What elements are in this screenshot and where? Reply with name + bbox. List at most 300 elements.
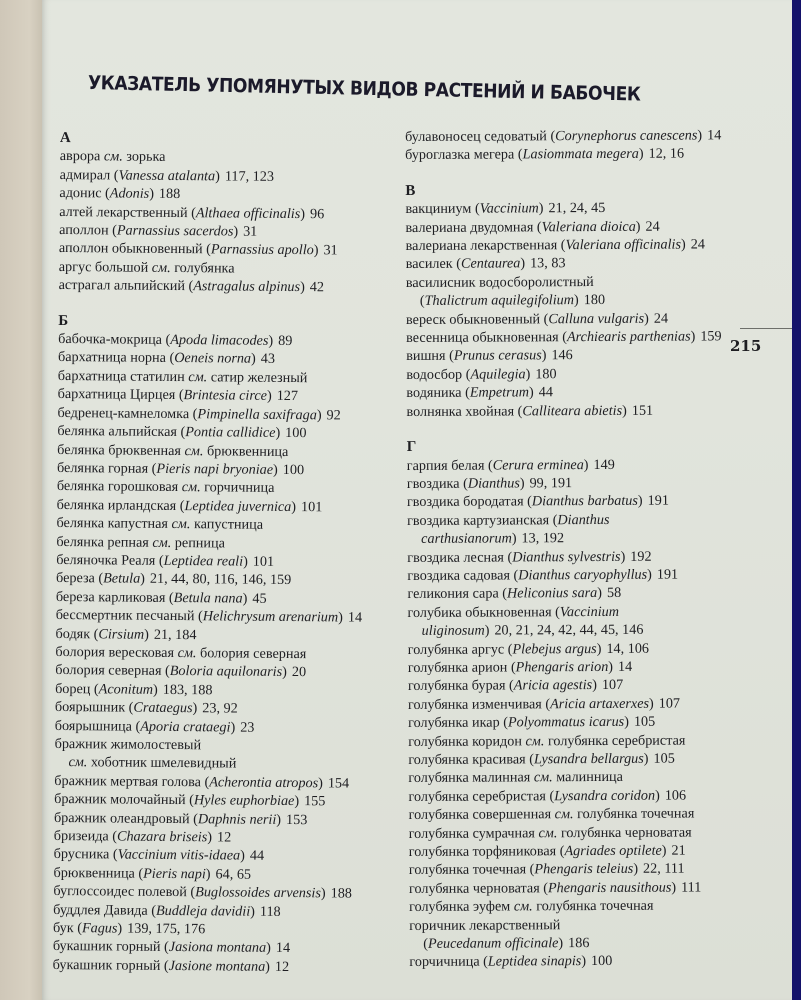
entry-term: голубянка аргус [407,641,505,658]
entry-term: белянка репная [56,533,149,551]
entry-term: бражник молочайный [54,791,186,809]
index-entry: валериана двудомная (Valeriana dioica) 24 [405,218,660,236]
entry-term: голубика обыкновенная [407,603,552,621]
index-column-right [405,126,726,972]
latin-name: Lysandra bellargus [533,750,644,768]
index-entry: бархатница норна (Oeneis norna) 43 [57,349,276,368]
entry-term: белянка брюквенная [57,441,182,459]
entry-term: астрагал альпийский [58,277,186,295]
page-refs: 14 [707,127,722,144]
index-entry: бедренец-камнеломка (Pimpinella saxifraga) 92 [57,404,341,424]
latin-name: Calliteara abietis [522,402,623,420]
entry-term: бархатница норна [57,349,167,367]
index-entry: голубянка серебристая (Lysandra coridon) 106 [408,787,687,805]
see-also-reference: болория северная [196,645,307,663]
index-entry: береза (Betula) 21, 44, 80, 116, 146, 159 [56,570,292,589]
page-refs: 20 [291,664,307,681]
entry-term: белянка горная [56,459,149,477]
page-refs: 21 [671,842,686,859]
latin-name: Prunus cerasus [453,347,542,365]
index-entry: геликония сара (Heliconius sara) 58 [407,585,622,603]
index-entry: гвоздика (Dianthus) 99, 191 [406,475,573,492]
see-also-reference: горчичница [200,479,275,497]
latin-name: Pieris napi bryoniae [156,460,274,478]
entry-term: голубянка малинная [408,769,531,787]
page-refs: 89 [278,332,293,350]
latin-name: Jasione montana [168,957,266,975]
page-refs: 64, 65 [215,866,252,883]
entry-term: белянка альпийская [57,423,178,441]
entry-term: букашник горный [52,938,161,956]
see-also-marker: см. [148,534,172,551]
index-entry: береза карликовая (Betula nana) 45 [55,588,267,607]
entry-term: горичник лекарственный [409,916,561,934]
entry-term: гвоздика картузианская [407,511,550,529]
entry-term: бражник олеандровый [53,809,190,827]
index-entry [54,735,361,774]
latin-name: Hyles euphorbiae [193,792,295,810]
index-entry: гвоздика бородатая (Dianthus barbatus) 191 [406,492,669,511]
page-refs: 31 [323,242,338,259]
entry-term: буглоссоидес полевой [53,883,187,901]
latin-name: Acherontia atropos [209,774,319,792]
latin-name: Betula nana [173,589,243,607]
index-entry: бархатница Цирцея (Brintesia circe) 127 [57,386,299,405]
see-also-marker: см. [534,824,558,841]
entry-term: беляночка Реаля [56,551,156,569]
entry-continuation [54,753,360,774]
entry-term: боярышница [54,717,133,735]
latin-name: Plebejus argus [512,640,597,658]
page-refs: 14, 106 [606,640,650,657]
section-gap [407,419,723,438]
latin-name: Dianthus caryophyllus [518,566,648,584]
latin-name: Dianthus [557,511,610,528]
entry-term: вереск обыкновенный [405,310,541,328]
page-refs: 186 [568,935,590,952]
entry-continuation: uliginosum) 20, 21, 24, 42, 44, 45, 146 [421,621,644,640]
latin-name: Oeneis norna [174,350,252,368]
entry-term: гвоздика [406,475,460,492]
page-refs: 96 [309,205,325,222]
page-refs: 192 [630,548,652,565]
page-refs: 151 [631,402,654,419]
index-entry [56,514,362,535]
page-refs: 159 [700,328,722,345]
see-also-reference: голубянка точечная [573,805,695,823]
page-refs: 118 [259,903,281,920]
index-entry: буглоссоидес полевой (Buglossoides arvensis) 188 [53,883,352,902]
page-number-rule [740,328,792,329]
page-refs: 180 [583,292,606,309]
page-refs: 149 [593,456,615,473]
latin-name: Centaurea [460,255,521,273]
entry-term: гвоздика бородатая [406,493,524,511]
latin-name: Lasiommata megera [522,146,639,163]
latin-name: Valeriana dioica [541,218,636,235]
entry-term: голубянка черноватая [408,880,540,897]
section-letter: Г [406,439,417,456]
entry-term: бабочка-мокрица [58,331,163,348]
page-refs: 107 [601,677,624,694]
index-entry [409,823,725,843]
entry-term: боярышник [54,699,126,716]
index-entry [408,731,724,751]
entry-term: голубянка изменчивая [407,696,542,713]
entry-term: бархатница Цирцея [57,386,176,404]
latin-name: Archiearis parthenias [566,328,691,346]
entry-term: бризеида [53,828,109,845]
latin-name: Empetrum [469,384,530,401]
index-entry: беляночка Реаля (Leptidea reali) 101 [56,551,275,570]
entry-term: голубянка бурая [407,677,506,695]
page-refs: 154 [327,775,350,792]
entry-term: аврора [59,148,101,165]
index-entry: бодяк (Cirsium) 21, 184 [55,625,197,643]
entry-term: гвоздика садовая [407,567,511,584]
index-entry: астрагал альпийский (Astragalus alpinus) 42 [58,277,325,296]
index-entry: бражник молочайный (Hyles euphorbiae) 155 [54,791,326,810]
latin-name: Buglossoides arvensis [195,884,321,902]
latin-name: Aricia agestis [513,677,593,694]
see-also-reference: голубянка серебристая [544,732,686,749]
index-entry: бражник олеандровый (Daphnis nerii) 153 [53,809,308,828]
see-also-reference: голубянка [170,259,235,277]
entry-term: валериана двудомная [405,218,534,236]
latin-name: Pontia callidice [185,424,276,441]
latin-name: Phengaris nausithous [547,879,672,897]
latin-name: Calluna vulgaris [548,310,645,327]
latin-name: Vaccinium [479,200,539,217]
section-letter: Б [58,312,69,329]
page-refs: 107 [658,695,681,712]
index-entry: вакциниум (Vaccinium) 21, 24, 45 [405,200,606,218]
latin-name: Leptidea reali [163,552,244,570]
index-entry: брюквенница (Pieris napi) 64, 65 [53,864,252,883]
page-refs: 127 [276,388,299,405]
entry-term: водяника [406,384,462,402]
page-refs: 155 [304,793,326,810]
index-entry [409,805,725,825]
index-entry: голубянка точечная (Phengaris teleius) 22, 111 [408,860,685,879]
index-entry: голубянка аргус (Plebejus argus) 14, 106 [407,640,650,658]
see-also-marker: см. [68,754,88,771]
entry-term: голубянка серебристая [408,788,546,805]
latin-name: Buddleja davidii [155,902,251,920]
latin-name: Astragalus alpinus [193,278,301,296]
index-entry: голубянка арион (Phengaris arion) 14 [407,658,633,676]
entry-continuation: carthusianorum) 13, 192 [421,530,565,548]
page-refs: 21, 184 [153,626,197,643]
latin-name: Betula [103,570,141,588]
entry-term: горчичница [409,954,480,971]
page-refs: 45 [252,590,267,607]
index-entry: борец (Aconitum) 183, 188 [55,680,213,699]
index-entry: голубянка изменчивая (Aricia artaxerxes) 107 [407,695,681,713]
see-also-reference: репница [171,534,225,551]
index-entry: голубянка торфяниковая (Agriades optilete) 21 [408,842,686,861]
entry-term: весенница обыкновенная [406,329,559,347]
latin-name: Agriades optilete [564,842,662,860]
book-spine-edge [0,0,42,1000]
see-also-marker: см. [178,479,201,496]
see-also-marker: см. [184,368,208,386]
entry-term: бедренец-камнеломка [57,404,190,422]
index-entry: бражник мертвая голова (Acherontia atropos) 154 [54,772,350,792]
page-refs: 23, 92 [202,700,238,717]
entry-term: брюквенница [53,864,135,882]
index-entry: бессмертник песчаный (Helichrysum arenarium) 14 [55,607,363,626]
section-gap [405,163,721,182]
latin-name: Brintesia circe [183,387,268,405]
index-entry: волнянка хвойная (Calliteara abietis) 151 [406,402,654,420]
page-refs: 188 [330,885,352,902]
latin-name: Jasiona montana [168,939,267,957]
index-entry: букашник горный (Jasiona montana) 14 [52,938,291,957]
entry-term: голубянка красивая [408,751,526,768]
see-also-reference: сатир железный [207,369,308,387]
page-refs: 101 [300,498,323,516]
index-entry [408,768,724,788]
index-entry: болория северная (Boloria aquilonaris) 20 [55,662,307,681]
page-refs: 153 [285,811,308,828]
index-entry: боярышница (Aporia crataegi) 23 [54,717,255,736]
page-refs: 14 [617,658,633,675]
index-entry: бабочка-мокрица (Apoda limacodes) 89 [58,331,293,350]
page-refs: 191 [647,492,669,510]
entry-term: голубянка эуфем [409,898,511,916]
entry-term: брусника [53,846,110,863]
index-entry: буроглазка мегера (Lasiommata megera) 12, 16 [405,145,685,164]
entry-term: буддлея Давида [53,901,148,919]
section-letter: А [59,129,71,147]
latin-name: Pieris napi [143,865,206,883]
latin-name: Thalictrum aquilegifolium [424,292,575,310]
latin-name: Vanessa atalanta [118,167,216,185]
page-refs: 191 [656,566,679,583]
index-entry: боярышник (Crataegus) 23, 92 [54,699,238,717]
latin-name: Apoda limacodes [170,332,269,349]
page-refs: 12 [274,958,290,975]
entry-term: бархатница статилин [57,367,185,385]
latin-name: Cerura erminea [492,456,584,474]
page-number: 215 [730,337,762,355]
page-refs: 20, 21, 24, 42, 44, 45, 146 [494,621,644,639]
latin-name: Boloria aquilonaris [169,663,283,681]
entry-term: болория северная [55,662,162,680]
entry-term: вишня [406,348,446,365]
index-entry: аполлон (Parnassius sacerdos) 31 [59,222,258,240]
index-column-left [53,129,367,977]
latin-name: Corynephorus canescens [555,127,698,145]
latin-name: Vaccinium vitis-idaea [117,846,241,865]
entry-term: геликония сара [407,585,499,603]
see-also-reference: хоботник шмелевидный [87,754,237,772]
page-refs: 99, 191 [529,475,573,492]
see-also-marker: см. [510,898,533,915]
see-also-reference: брюквенница [203,442,289,460]
see-also-marker: см. [100,148,123,165]
index-entry: голубика обыкновенная (Vaccinium uliginosum) 20, 21, 24, 42, 44, 45, 146 [407,602,723,640]
index-entry: вишня (Prunus cerasus) 146 [406,347,573,365]
entry-term: буроглазка мегера [405,146,515,164]
page-title: УКАЗАТЕЛЬ УПОМЯНУТЫХ ВИДОВ РАСТЕНИЙ И БАБОЧЕК [87,72,641,106]
entry-term: адмирал [59,166,111,184]
page-refs: 42 [309,279,325,296]
index-entry: адонис (Adonis) 188 [59,185,181,203]
page-refs: 24 [645,218,660,235]
index-entry: валериана лекарственная (Valeriana officinalis) 24 [405,236,705,255]
latin-name: carthusianorum [421,530,512,548]
index-entry: булавоносец седоватый (Corynephorus canescens) 14 [405,127,722,145]
latin-name: Daphnis nerii [197,810,277,828]
entry-term: голубянка арион [407,659,508,676]
index-entry: алтей лекарственный (Althaea officinalis) 96 [59,203,325,222]
page-refs: 23 [240,719,255,736]
latin-name: Aporia crataegi [140,718,231,736]
page-refs: 13, 83 [530,255,566,272]
latin-name: Aricia artaxerxes [550,695,650,713]
page-refs: 22, 111 [642,860,685,878]
page-refs: 58 [606,585,622,602]
index-entry: водосбор (Aquilegia) 180 [406,366,557,383]
latin-name: Polyommatus icarus [507,714,625,731]
entry-term: булавоносец седоватый [405,128,547,145]
entry-term: волнянка хвойная [406,403,515,420]
entry-continuation: (Peucedanum officinale) 186 [423,935,590,952]
entry-term: болория вересковая [55,643,175,661]
index-entry: голубянка красивая (Lysandra bellargus) 105 [408,750,675,768]
latin-name: Peucedanum officinale [427,935,559,952]
see-also-marker: см. [167,516,191,533]
index-entry [409,915,725,953]
index-entry: гвоздика картузианская (Dianthus carthusianorum) 13, 192 [407,510,723,548]
index-entry [60,147,366,168]
page-refs: 21, 44, 80, 116, 146, 159 [149,571,292,589]
index-entry: аполлон обыкновенный (Parnassius apollo) 31 [58,240,338,259]
index-entry: вереск обыкновенный (Calluna vulgaris) 24 [405,310,669,328]
index-entry: голубянка черноватая (Phengaris nausithous) 111 [408,879,702,897]
index-entry: адмирал (Vanessa atalanta) 117, 123 [59,166,275,185]
entry-term: водосбор [406,366,463,383]
latin-name: Leptidea sinapis [487,953,582,971]
latin-name: Chazara briseis [116,828,208,846]
entry-term: аргус большой [58,258,149,276]
index-entry: белянка ирландская (Leptidea juvernica) 101 [56,496,323,516]
page-refs: 13, 192 [521,530,565,547]
latin-name: Dianthus barbatus [531,493,638,510]
page-refs: 44 [538,384,553,401]
index-entry: буддлея Давида (Buddleja davidii) 118 [53,901,281,920]
page-refs: 31 [243,223,258,240]
index-entry: весенница обыкновенная (Archiearis parthenias) 159 [406,328,722,347]
page-refs: 21, 24, 45 [548,200,606,217]
section-letter: В [405,182,416,199]
latin-name: Parnassius apollo [210,241,314,259]
latin-name: Valeriana officinalis [565,236,682,254]
latin-name: Crataegus [133,699,193,717]
index-entry: голубянка икар (Polyommatus icarus) 105 [408,713,656,732]
latin-name: Adonis [109,185,150,202]
index-entry: гарпия белая (Cerura erminea) 149 [406,456,615,474]
see-also-marker: см. [173,644,197,662]
latin-name: Phengaris teleius [534,861,634,878]
index-entry: голубянка бурая (Aricia agestis) 107 [407,677,624,695]
entry-term: голубянка коридон [408,732,522,750]
index-entry: горчичница (Leptidea sinapis) 100 [409,953,613,971]
entry-term: белянка капустная [56,515,169,533]
page-refs: 139, 175, 176 [127,920,206,938]
page-refs: 92 [326,407,341,424]
entry-term: валериана лекарственная [405,237,558,255]
entry-term: береза [56,570,95,587]
entry-term: бессмертник песчаный [55,607,195,625]
entry-term: вакциниум [405,200,472,218]
see-also-reference: капустница [190,516,264,533]
page-refs: 101 [252,553,275,570]
latin-name: Fagus [81,920,118,937]
latin-name: Cirsium [98,625,145,643]
index-entry: гвоздика лесная (Dianthus sylvestris) 192 [407,548,652,566]
index-entry: василек (Centaurea) 13, 83 [405,255,566,273]
see-also-marker: см. [521,732,545,749]
index-entry: букашник горный (Jasione montana) 12 [52,956,290,975]
entry-term: белянка горошковая [56,478,179,496]
entry-term: алтей лекарственный [59,203,188,221]
latin-name: Parnassius sacerdos [116,222,234,240]
page-refs: 24 [653,310,669,327]
latin-name: Vaccinium [559,603,620,620]
see-also-reference: голубянка черноватая [557,824,692,841]
entry-term: бражник жимолостевый [54,735,202,754]
latin-name: Pimpinella saxifraga [197,405,317,423]
entry-term: голубянка совершенная [408,806,552,824]
index-entry [406,272,722,310]
index-entry [57,477,363,498]
latin-name: Heliconius sara [506,585,598,602]
page-refs: 106 [664,787,687,804]
entry-term: борец [55,680,91,698]
index-entry: водяника (Empetrum) 44 [406,384,553,402]
page-refs: 100 [590,953,613,970]
see-also-marker: см. [180,442,204,459]
entry-term: адонис [59,185,102,202]
index-entry: бук (Fagus) 139, 175, 176 [52,920,206,938]
page-refs: 105 [633,713,656,730]
entry-term: василисник водосборолистный [405,273,594,291]
index-entry [409,897,725,917]
see-also-marker: см. [551,806,574,823]
page-refs: 117, 123 [224,168,275,185]
latin-name: Aquilegia [470,366,526,383]
entry-term: бук [52,920,74,937]
latin-name: uliginosum [421,622,485,640]
latin-name: Dianthus sylvestris [512,548,621,565]
page-refs: 146 [551,347,573,364]
entry-term: гвоздика лесная [407,549,504,566]
latin-name: Lysandra coridon [554,787,656,805]
see-also-reference: зорька [122,148,166,166]
entry-term: гарпия белая [406,457,485,474]
see-also-reference: голубянка точечная [532,897,654,915]
latin-name: Althaea officinalis [195,204,301,222]
page-refs: 180 [535,366,557,383]
latin-name: Dianthus [467,475,520,492]
latin-name: Aconitum [98,681,154,698]
entry-term: голубянка икар [408,714,500,732]
index-entry: брусника (Vaccinium vitis-idaea) 44 [53,846,265,865]
index-entry: бризеида (Chazara briseis) 12 [53,828,232,846]
